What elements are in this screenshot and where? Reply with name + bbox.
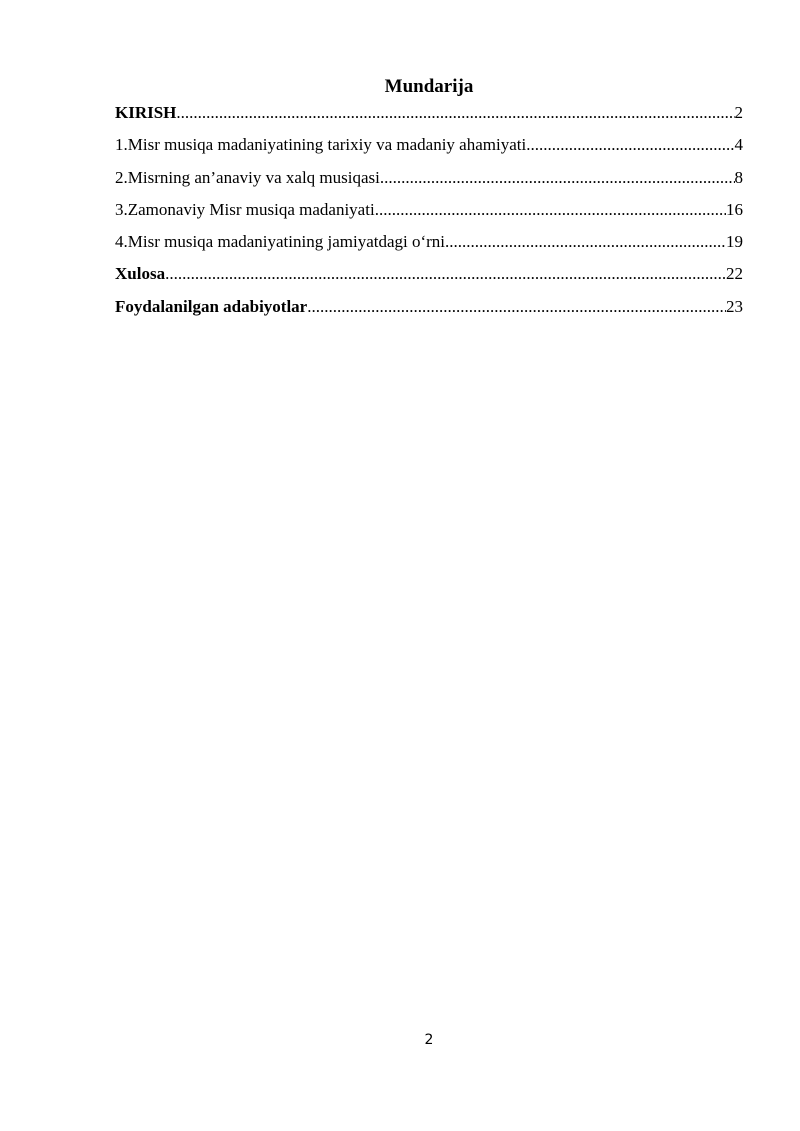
toc-entry-chapter-3[interactable] (115, 194, 743, 226)
toc-entry-label: Xulosa (115, 264, 166, 284)
toc-entry-adabiyotlar[interactable] (115, 291, 743, 323)
toc-dot-leader (445, 226, 726, 258)
toc-dot-leader (526, 129, 734, 161)
toc-entry-label: KIRISH (115, 103, 177, 122)
toc-dot-leader (375, 194, 726, 226)
toc-entry-xulosa[interactable] (115, 258, 743, 290)
table-of-contents (115, 97, 743, 323)
toc-entry-label: 1.Misr musiqa madaniyatining tarixiy va madaniy ahamiyati (115, 135, 527, 155)
toc-entry-page: 2 (734, 103, 743, 122)
toc-entry-page: 22 (726, 264, 743, 284)
toc-entry-label: 3.Zamonaviy Misr musiqa madaniyati (115, 199, 375, 219)
toc-dot-leader (380, 162, 735, 194)
toc-entry-page: 23 (726, 296, 743, 316)
toc-entry-page: 19 (726, 232, 743, 252)
toc-entry-label: Foydalanilgan adabiyotlar (115, 296, 308, 316)
toc-entry-chapter-4[interactable] (115, 226, 743, 258)
toc-entry-label: 2.Misrning an’anaviy va xalq musiqasi (115, 167, 380, 187)
toc-entry-label: 4.Misr musiqa madaniyatining jamiyatdagi o‘rni (115, 232, 446, 252)
toc-title: Mundarija (384, 76, 474, 97)
toc-dot-leader (307, 291, 726, 323)
toc-entry-chapter-1[interactable] (115, 129, 743, 161)
toc-entry-page: 16 (726, 199, 743, 219)
toc-entry-page: 4 (734, 135, 743, 155)
page-number: 2 (424, 1032, 434, 1048)
toc-entry-page: 8 (734, 167, 743, 187)
toc-entry-kirish[interactable] (115, 97, 743, 129)
toc-dot-leader (176, 97, 734, 129)
toc-dot-leader (165, 258, 726, 290)
toc-entry-chapter-2[interactable] (115, 162, 743, 194)
